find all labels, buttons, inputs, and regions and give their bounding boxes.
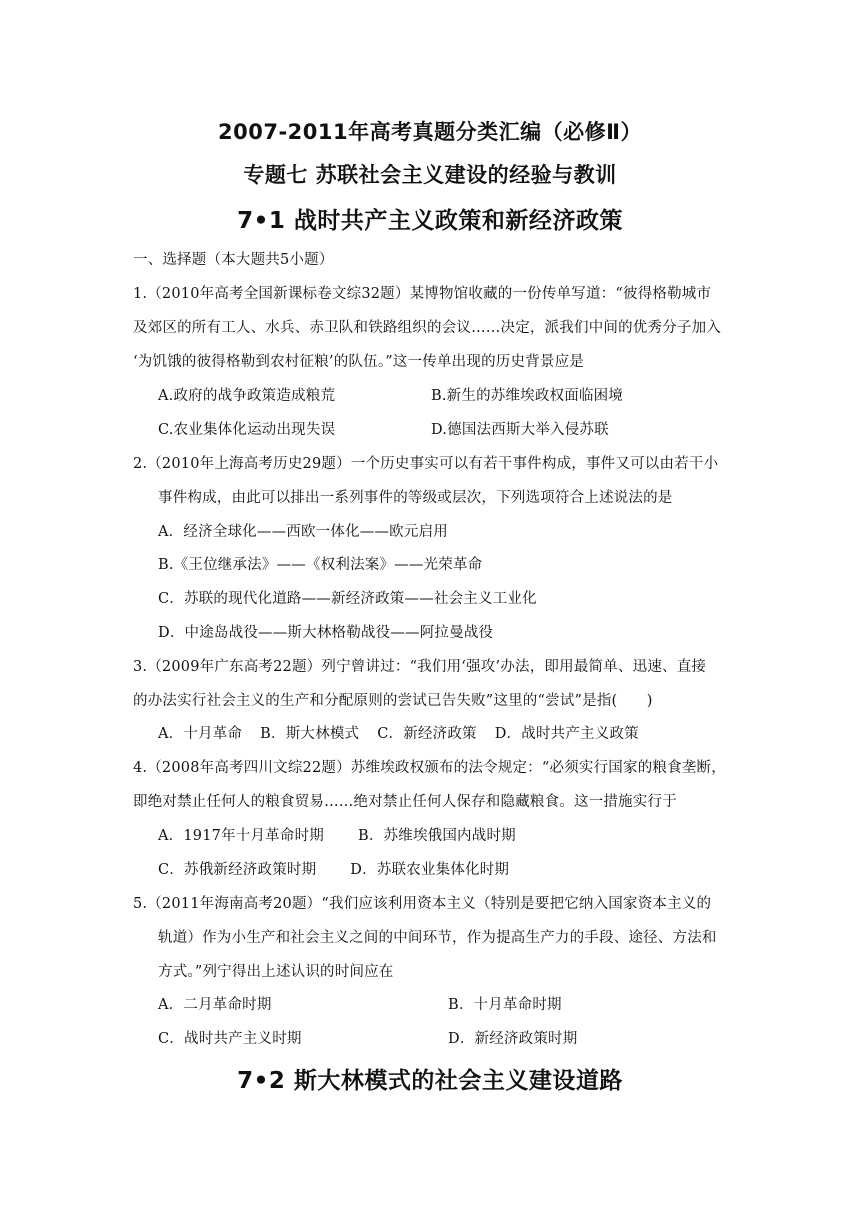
question-1-option-c: C.农业集体化运动出现失误 [158,422,336,438]
question-2-option-c: C．苏联的现代化道路——新经济政策——社会主义工业化 [158,591,537,607]
document-title: 2007-2011年高考真题分类汇编（必修Ⅱ） [218,120,642,144]
question-4-options-row-1 [158,824,516,845]
question-1-option-d: D.德国法西斯大举入侵苏联 [431,422,609,438]
question-3-option-b: B．斯大林模式 [260,726,360,742]
question-4-options-row-2 [158,858,509,879]
question-5-line-3: 方式。”列宁得出上述认识的时间应在 [158,964,394,980]
question-2-option-a: A．经济全球化——西欧一体化——欧元启用 [158,524,448,540]
question-4-line-2: 即绝对禁止任何人的粮食贸易……绝对禁止任何人保存和隐藏粮食。这一措施实行于 [133,794,677,810]
question-5-line-2: 轨道）作为小生产和社会主义之间的中间环节，作为提高生产力的手段、途径、方法和 [158,930,717,946]
question-1-option-a: A.政府的战争政策造成粮荒 [158,388,336,404]
section-intro: 一、选择题（本大题共5小题） [133,252,334,268]
question-1-line-3: ‘为饥饿的彼得格勒到农村征粮’的队伍。”这一传单出现的历史背景应是 [133,354,584,370]
section-heading-7-1: 7•1 战时共产主义政策和新经济政策 [237,208,623,234]
question-3-option-d: D．战时共产主义政策 [494,726,639,742]
question-2-option-b: B.《王位继承法》——《权利法案》——光荣革命 [158,557,483,573]
topic-title: 专题七 苏联社会主义建设的经验与教训 [243,163,617,187]
question-5-option-d: D．新经济政策时期 [448,1031,578,1047]
question-4-line-1: 4.（2008年高考四川文综22题）苏维埃政权颁布的法令规定：“必须实行国家的粮食垄断， [133,760,726,776]
question-3-option-a: A．十月革命 [158,726,243,742]
section-heading-7-2: 7•2 斯大林模式的社会主义建设道路 [237,1068,623,1094]
question-5-line-1: 5.（2011年海南高考20题）“我们应该利用资本主义（特别是要把它纳入国家资本主义的 [133,896,712,912]
question-4-option-d: D．苏联农业集体化时期 [350,862,510,878]
question-5-option-a: A．二月革命时期 [158,997,272,1013]
question-5-option-c: C．战时共产主义时期 [158,1031,302,1047]
question-4-option-a: A．1917年十月革命时期 [158,828,324,844]
question-3-option-c: C．新经济政策 [377,726,477,742]
question-5-option-b: B．十月革命时期 [448,997,562,1013]
question-2-line-2: 事件构成，由此可以排出一系列事件的等级或层次，下列选项符合上述说法的是 [158,490,673,506]
question-2-line-1: 2.（2010年上海高考历史29题）一个历史事实可以有若干事件构成，事件又可以由若干小 [133,456,719,472]
question-2-option-d: D．中途岛战役——斯大林格勒战役——阿拉曼战役 [158,625,494,641]
question-3-line-1: 3.（2009年广东高考22题）列宁曾讲过：“我们用‘强攻’办法，即用最简单、迅速、直接 [133,659,707,675]
question-4-option-b: B．苏维埃俄国内战时期 [357,828,516,844]
question-1-line-1: 1.（2010年高考全国新课标卷文综32题）某博物馆收藏的一份传单写道：“彼得格勒城市 [133,286,712,302]
question-1-option-b: B.新生的苏维埃政权面临困境 [431,388,624,404]
question-3-line-2: 的办法实行社会主义的生产和分配原则的尝试已告失败”这里的“尝试”是指( ) [133,693,653,709]
question-3-options [158,722,639,743]
question-1-line-2: 及郊区的所有工人、水兵、赤卫队和铁路组织的会议……决定，派我们中间的优秀分子加入 [133,320,721,336]
question-4-option-c: C．苏俄新经济政策时期 [158,862,317,878]
